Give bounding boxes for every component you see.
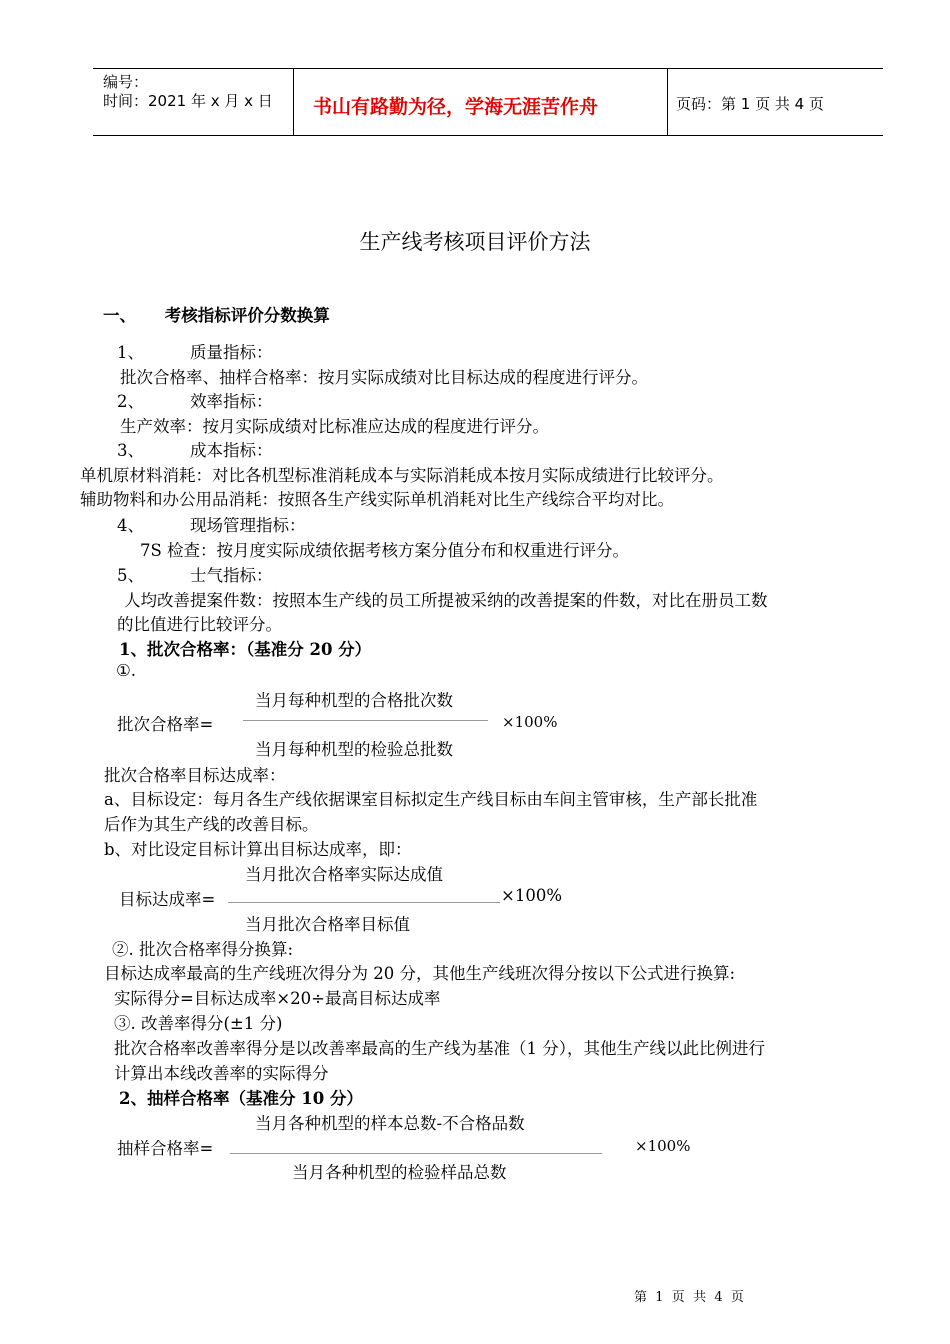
item-4-label: 现场管理指标： [190,516,306,535]
item-4-num: 4、 [117,516,144,535]
header-bottom-border [93,135,883,136]
footer-page-number: 第 1 页 共 4 页 [634,1290,744,1305]
item-1-desc: 批次合格率、抽样合格率：按月实际成绩对比目标达成的程度进行评分。 [120,368,648,387]
item-1-label: 质量指标： [190,343,273,362]
formula3-numerator: 当月各种机型的样本总数-不合格品数 [255,1114,525,1133]
item-3-desc-1: 单机原材料消耗：对比各机型标准消耗成本与实际消耗成本按月实际成绩进行比较评分。 [80,466,724,485]
formula3-fraction-bar [230,1153,602,1154]
formula2-label: 目标达成率= [119,890,216,909]
step3-line-2: 计算出本线改善率的实际得分 [114,1064,329,1083]
header-top-border [93,68,883,69]
motto: 书山有路勤为径，学海无涯苦作舟 [313,96,599,118]
header-divider-2 [667,68,668,136]
formula1-denominator: 当月每种机型的检验总批数 [255,740,453,759]
item-1-num: 1、 [117,343,144,362]
formula2-denominator: 当月批次合格率目标值 [245,915,410,934]
section-heading: 一、 考核指标评价分数换算 [103,306,330,325]
time-label: 时间：2021 年 x 月 x 日 [103,92,273,110]
formula3-multiplier: ×100% [635,1137,691,1155]
formula1-multiplier: ×100% [502,713,558,731]
step3-line-1: 批次合格率改善率得分是以改善率最高的生产线为基准（1 分），其他生产线以此比例进行 [114,1039,765,1058]
target-a-line-1: a、目标设定：每月各生产线依据课室目标拟定生产线目标由车间主管审核，生产部长批准 [104,790,758,809]
serial-label: 编号： [103,73,149,91]
item-3-desc-2: 辅助物料和办公用品消耗：按照各生产线实际单机消耗对比生产线综合平均对比。 [80,490,674,509]
document-title: 生产线考核项目评价方法 [359,230,591,254]
sub1-step3: ③. 改善率得分(±1 分) [114,1014,283,1033]
formula1-fraction-bar [243,720,488,721]
target-rate-title: 批次合格率目标达成率： [104,766,286,785]
header-divider-1 [293,68,294,136]
formula3-denominator: 当月各种机型的检验样品总数 [292,1163,507,1182]
formula2-fraction-bar [228,902,500,903]
sub1-heading: 1、批次合格率：（基准分 20 分） [119,640,372,659]
sub1-step1: ①. [116,661,137,680]
item-3-num: 3、 [117,441,144,460]
item-5-desc-1: 人均改善提案件数：按照本生产线的员工所提被采纳的改善提案的件数，对比在册员工数 [124,591,768,610]
formula1-label: 批次合格率= [117,715,214,734]
item-2-desc: 生产效率：按月实际成绩对比标准应达成的程度进行评分。 [120,417,549,436]
item-5-desc-2: 的比值进行比较评分。 [117,615,282,634]
formula1-numerator: 当月每种机型的合格批次数 [255,691,453,710]
step2-line-1: 目标达成率最高的生产线班次得分为 20 分，其他生产线班次得分按以下公式进行换算: [104,964,736,983]
target-a-line-2: 后作为其生产线的改善目标。 [104,815,319,834]
item-2-num: 2、 [117,392,144,411]
item-2-label: 效率指标： [190,392,273,411]
target-b-line: b、对比设定目标计算出目标达成率，即： [104,840,412,859]
item-4-desc: 7S 检查：按月度实际成绩依据考核方案分值分布和权重进行评分。 [140,541,630,560]
formula3-label: 抽样合格率= [117,1139,214,1158]
page-label: 页码：第 1 页 共 4 页 [676,95,824,113]
formula2-numerator: 当月批次合格率实际达成值 [245,865,443,884]
sub1-step2: ②. 批次合格率得分换算: [112,940,294,959]
item-3-label: 成本指标： [190,441,273,460]
item-5-label: 士气指标： [190,566,273,585]
sub2-heading: 2、抽样合格率（基准分 10 分） [119,1089,363,1108]
formula2-multiplier: ×100% [501,886,562,905]
step2-line-2: 实际得分=目标达成率×20÷最高目标达成率 [114,989,441,1008]
item-5-num: 5、 [117,566,144,585]
